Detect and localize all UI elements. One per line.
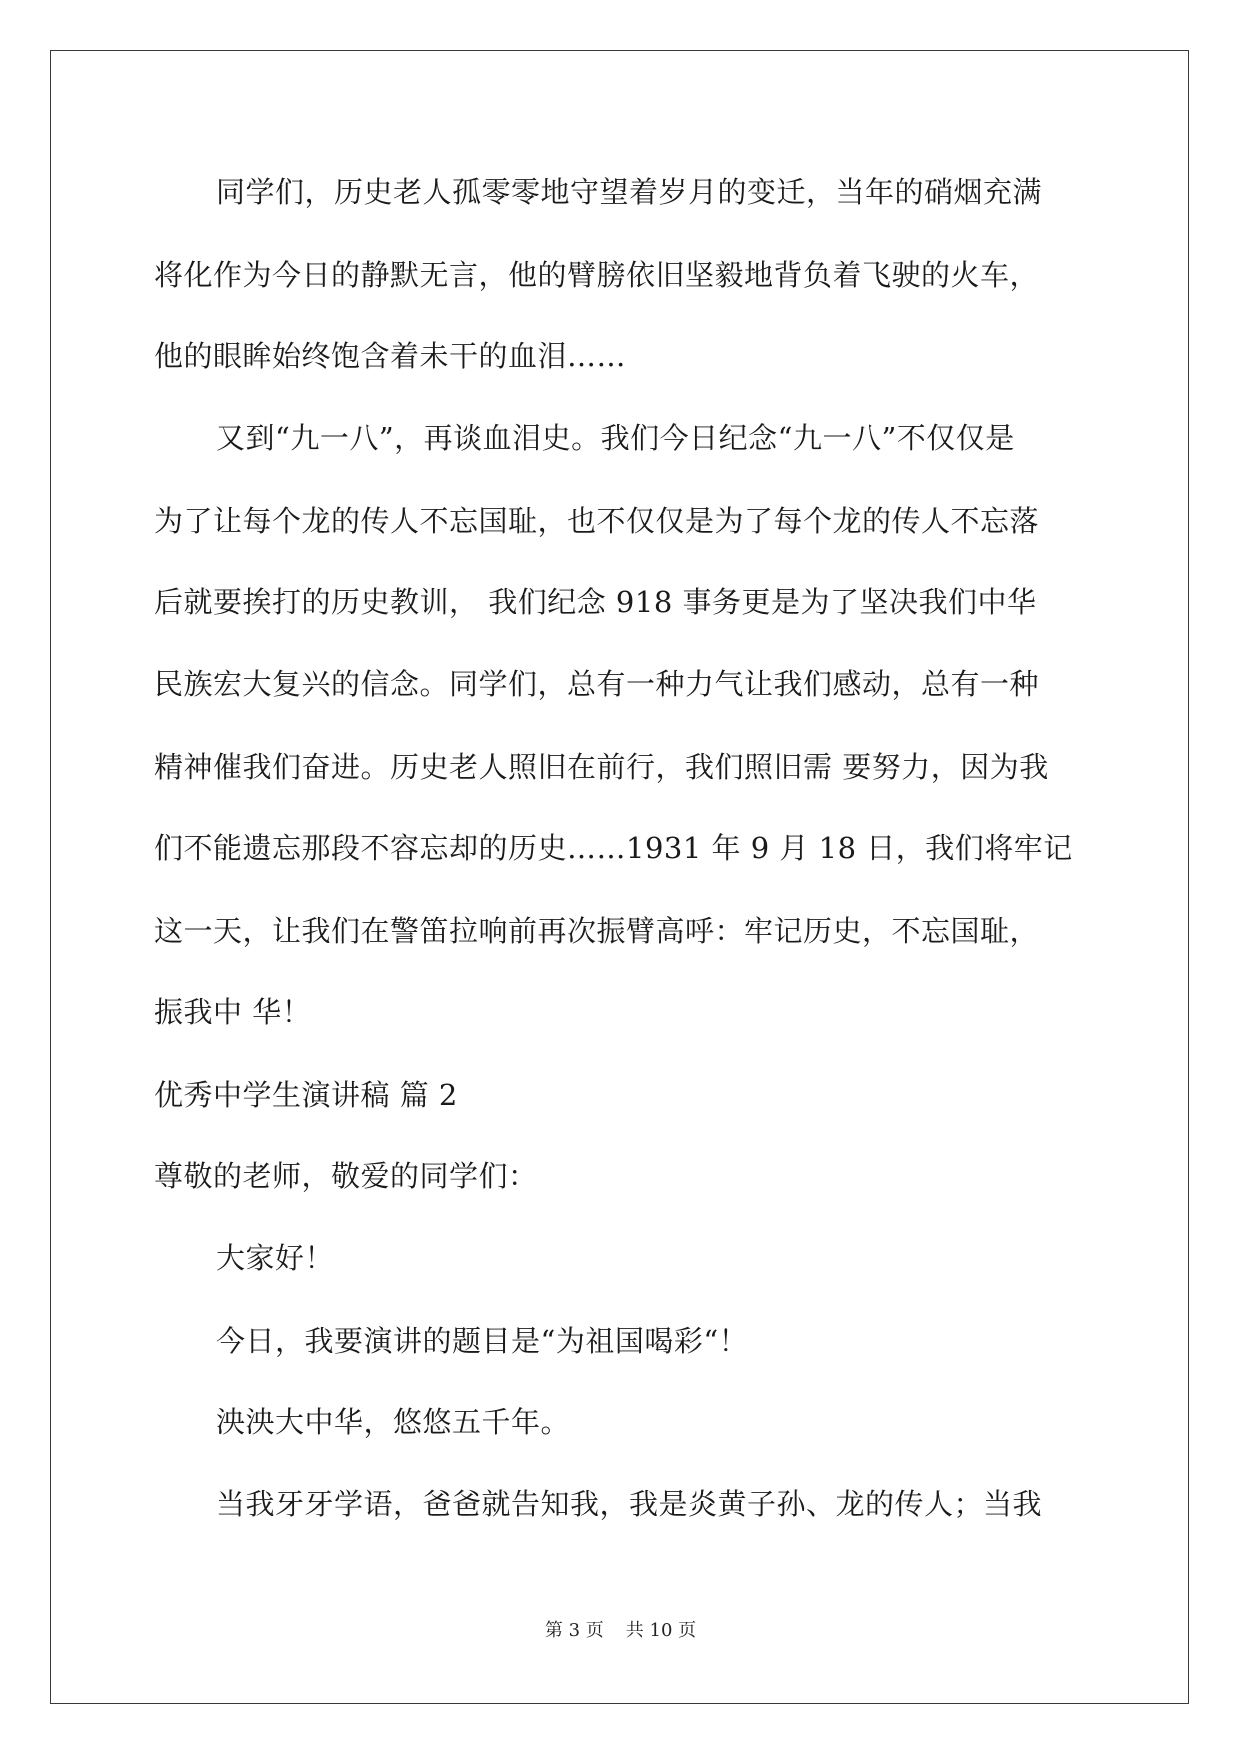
paragraph-line: 泱泱大中华，悠悠五千年。 — [216, 1405, 571, 1439]
paragraph-line: 同学们，历史老人孤零零地守望着岁月的变迁，当年的硝烟充满 — [216, 175, 1043, 209]
paragraph-line: 们不能遗忘那段不容忘却的历史……1931 年 9 月 18 日，我们将牢记 — [154, 831, 1073, 865]
paragraph-line: 这一天，让我们在警笛拉响前再次振臂高呼：牢记历史，不忘国耻， — [154, 914, 1040, 948]
paragraph-line: 后就要挨打的历史教训， 我们纪念 918 事务更是为了坚决我们中华 — [154, 585, 1037, 619]
salutation: 尊敬的老师，敬爱的同学们： — [154, 1159, 538, 1193]
greeting: 大家好！ — [216, 1241, 335, 1275]
paragraph-line: 为了让每个龙的传人不忘国耻，也不仅仅是为了每个龙的传人不忘落 — [154, 504, 1040, 538]
speech-topic: 今日，我要演讲的题目是“为祖国喝彩“！ — [216, 1324, 749, 1358]
paragraph-line: 振我中 华！ — [154, 995, 312, 1029]
paragraph-line: 当我牙牙学语，爸爸就告知我，我是炎黄子孙、龙的传人；当我 — [216, 1487, 1043, 1521]
paragraph-line: 他的眼眸始终饱含着未干的血泪…… — [154, 339, 627, 373]
page-number: 第 3 页 — [544, 1620, 604, 1641]
paragraph-line: 民族宏大复兴的信念。同学们，总有一种力气让我们感动，总有一种 — [154, 667, 1040, 701]
section-title: 优秀中学生演讲稿 篇 2 — [154, 1078, 458, 1112]
paragraph-line: 精神催我们奋进。历史老人照旧在前行，我们照旧需 要努力，因为我 — [154, 750, 1049, 784]
page-total: 共 10 页 — [625, 1620, 697, 1641]
paragraph-line: 将化作为今日的静默无言，他的臂膀依旧坚毅地背负着飞驶的火车， — [154, 258, 1040, 292]
paragraph-line: 又到“九一八”，再谈血泪史。我们今日纪念“九一八”不仅仅是 — [216, 421, 1015, 455]
page-footer — [0, 1622, 1241, 1640]
page-border — [50, 50, 1189, 1704]
